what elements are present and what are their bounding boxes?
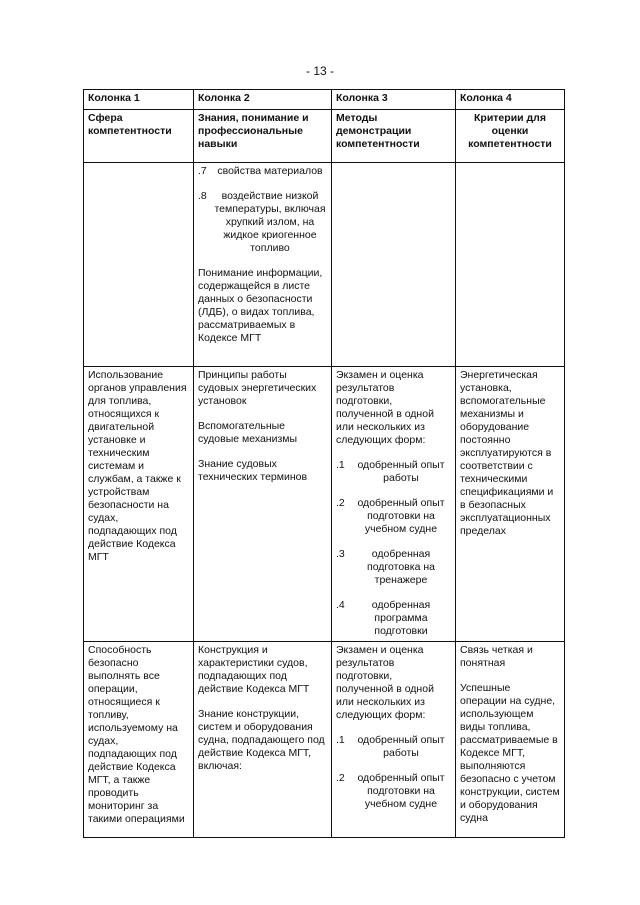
table-row [84,642,565,838]
item-text: одобренный опыт подготовки на учебном судне [357,772,445,810]
item-text: одобренный опыт работы [357,734,445,759]
item-text: свойства материалов [217,165,323,177]
subheader: Знания, понимание и профессиональные навыки [194,110,332,163]
table-cell: Использование органов управления для топлива, относящихся к двигательной установке и техническим системам и службам, а также к устройствам безопасности на судах, подпадающих под действие Кодекса МГТ [84,367,194,642]
column-header-row [84,90,565,110]
table-cell [194,367,332,642]
table-cell [332,642,456,838]
item-text: одобренный опыт подготовки на учебном судне [357,497,445,535]
competence-table [83,89,565,838]
subheader-row [84,110,565,163]
table-cell [332,367,456,642]
list-item [336,548,451,587]
table-cell: Энергетическая установка, вспомогательные механизмы и оборудование постоянно эксплуатируются в соответствии с техническими спецификациями и в безопасных эксплуатационных пределах [456,367,565,642]
paragraph: Успешные операции на судне, использующем виды топлива, рассматриваемые в Кодексе МГТ, выполняются безопасно с учетом конструкции, систем и оборудования судна [460,682,560,824]
list-item [198,165,327,178]
column-header: Колонка 3 [332,90,456,110]
column-header: Колонка 4 [456,90,565,110]
subheader: Критерии для оценки компетентности [456,110,565,163]
item-number: .1 [336,734,345,746]
item-number: .1 [336,459,345,471]
list-item [336,599,451,638]
paragraph: Конструкция и характеристики судов, подпадающих под действие Кодекса МГТ [198,644,310,695]
page-number: - 13 - [305,64,334,78]
item-number: .8 [198,190,207,202]
paragraph: Экзамен и оценка результатов подготовки, полученной в одной или нескольких из следующих форм: [336,644,434,721]
list-item [198,190,327,255]
paragraph: Знание судовых технических терминов [198,458,308,483]
paragraph: Принципы работы судовых энергетических установок [198,369,317,407]
item-number: .3 [336,548,345,560]
item-number: .2 [336,772,345,784]
subheader: Методы демонстрации компетентности [332,110,456,163]
column-header: Колонка 2 [194,90,332,110]
table-cell: Способность безопасно выполнять все операции, относящиеся к топливу, используемому на судах, подпадающих под действие Кодекса МГТ, а также проводить мониторинг за такими операциями [84,642,194,838]
item-number: .7 [198,165,207,177]
table-cell [332,163,456,367]
paragraph: Вспомогательные судовые механизмы [198,420,298,445]
list-item [336,772,451,811]
paragraph: Понимание информации, содержащейся в листе данных о безопасности (ЛДБ), о видах топлива, рассматриваемых в Кодексе МГТ [198,267,323,344]
paragraph: Экзамен и оценка результатов подготовки, полученной в одной или нескольких из следующих форм: [336,369,434,446]
item-number: .4 [336,599,345,611]
table-row [84,367,565,642]
list-item [336,459,451,485]
table-cell [194,642,332,838]
table-cell [456,163,565,367]
item-text: одобренная подготовка на тренажере [367,548,435,586]
table-cell [84,163,194,367]
table-row [84,163,565,367]
paragraph: Связь четкая и понятная [460,644,533,669]
table-cell [456,642,565,838]
table-cell [194,163,332,367]
item-text: одобренный опыт работы [357,459,445,484]
subheader: Сфера компетентности [84,110,194,163]
list-item [336,734,451,760]
list-item [336,497,451,536]
paragraph: Знание конструкции, систем и оборудования судна, подпадающего под действие Кодекса МГТ, включая: [198,708,325,772]
item-number: .2 [336,497,345,509]
column-header: Колонка 1 [84,90,194,110]
item-text: воздействие низкой температуры, включая хрупкий излом, на жидкое криогенное топливо [214,190,326,254]
item-text: одобренная программа подготовки [371,599,431,637]
